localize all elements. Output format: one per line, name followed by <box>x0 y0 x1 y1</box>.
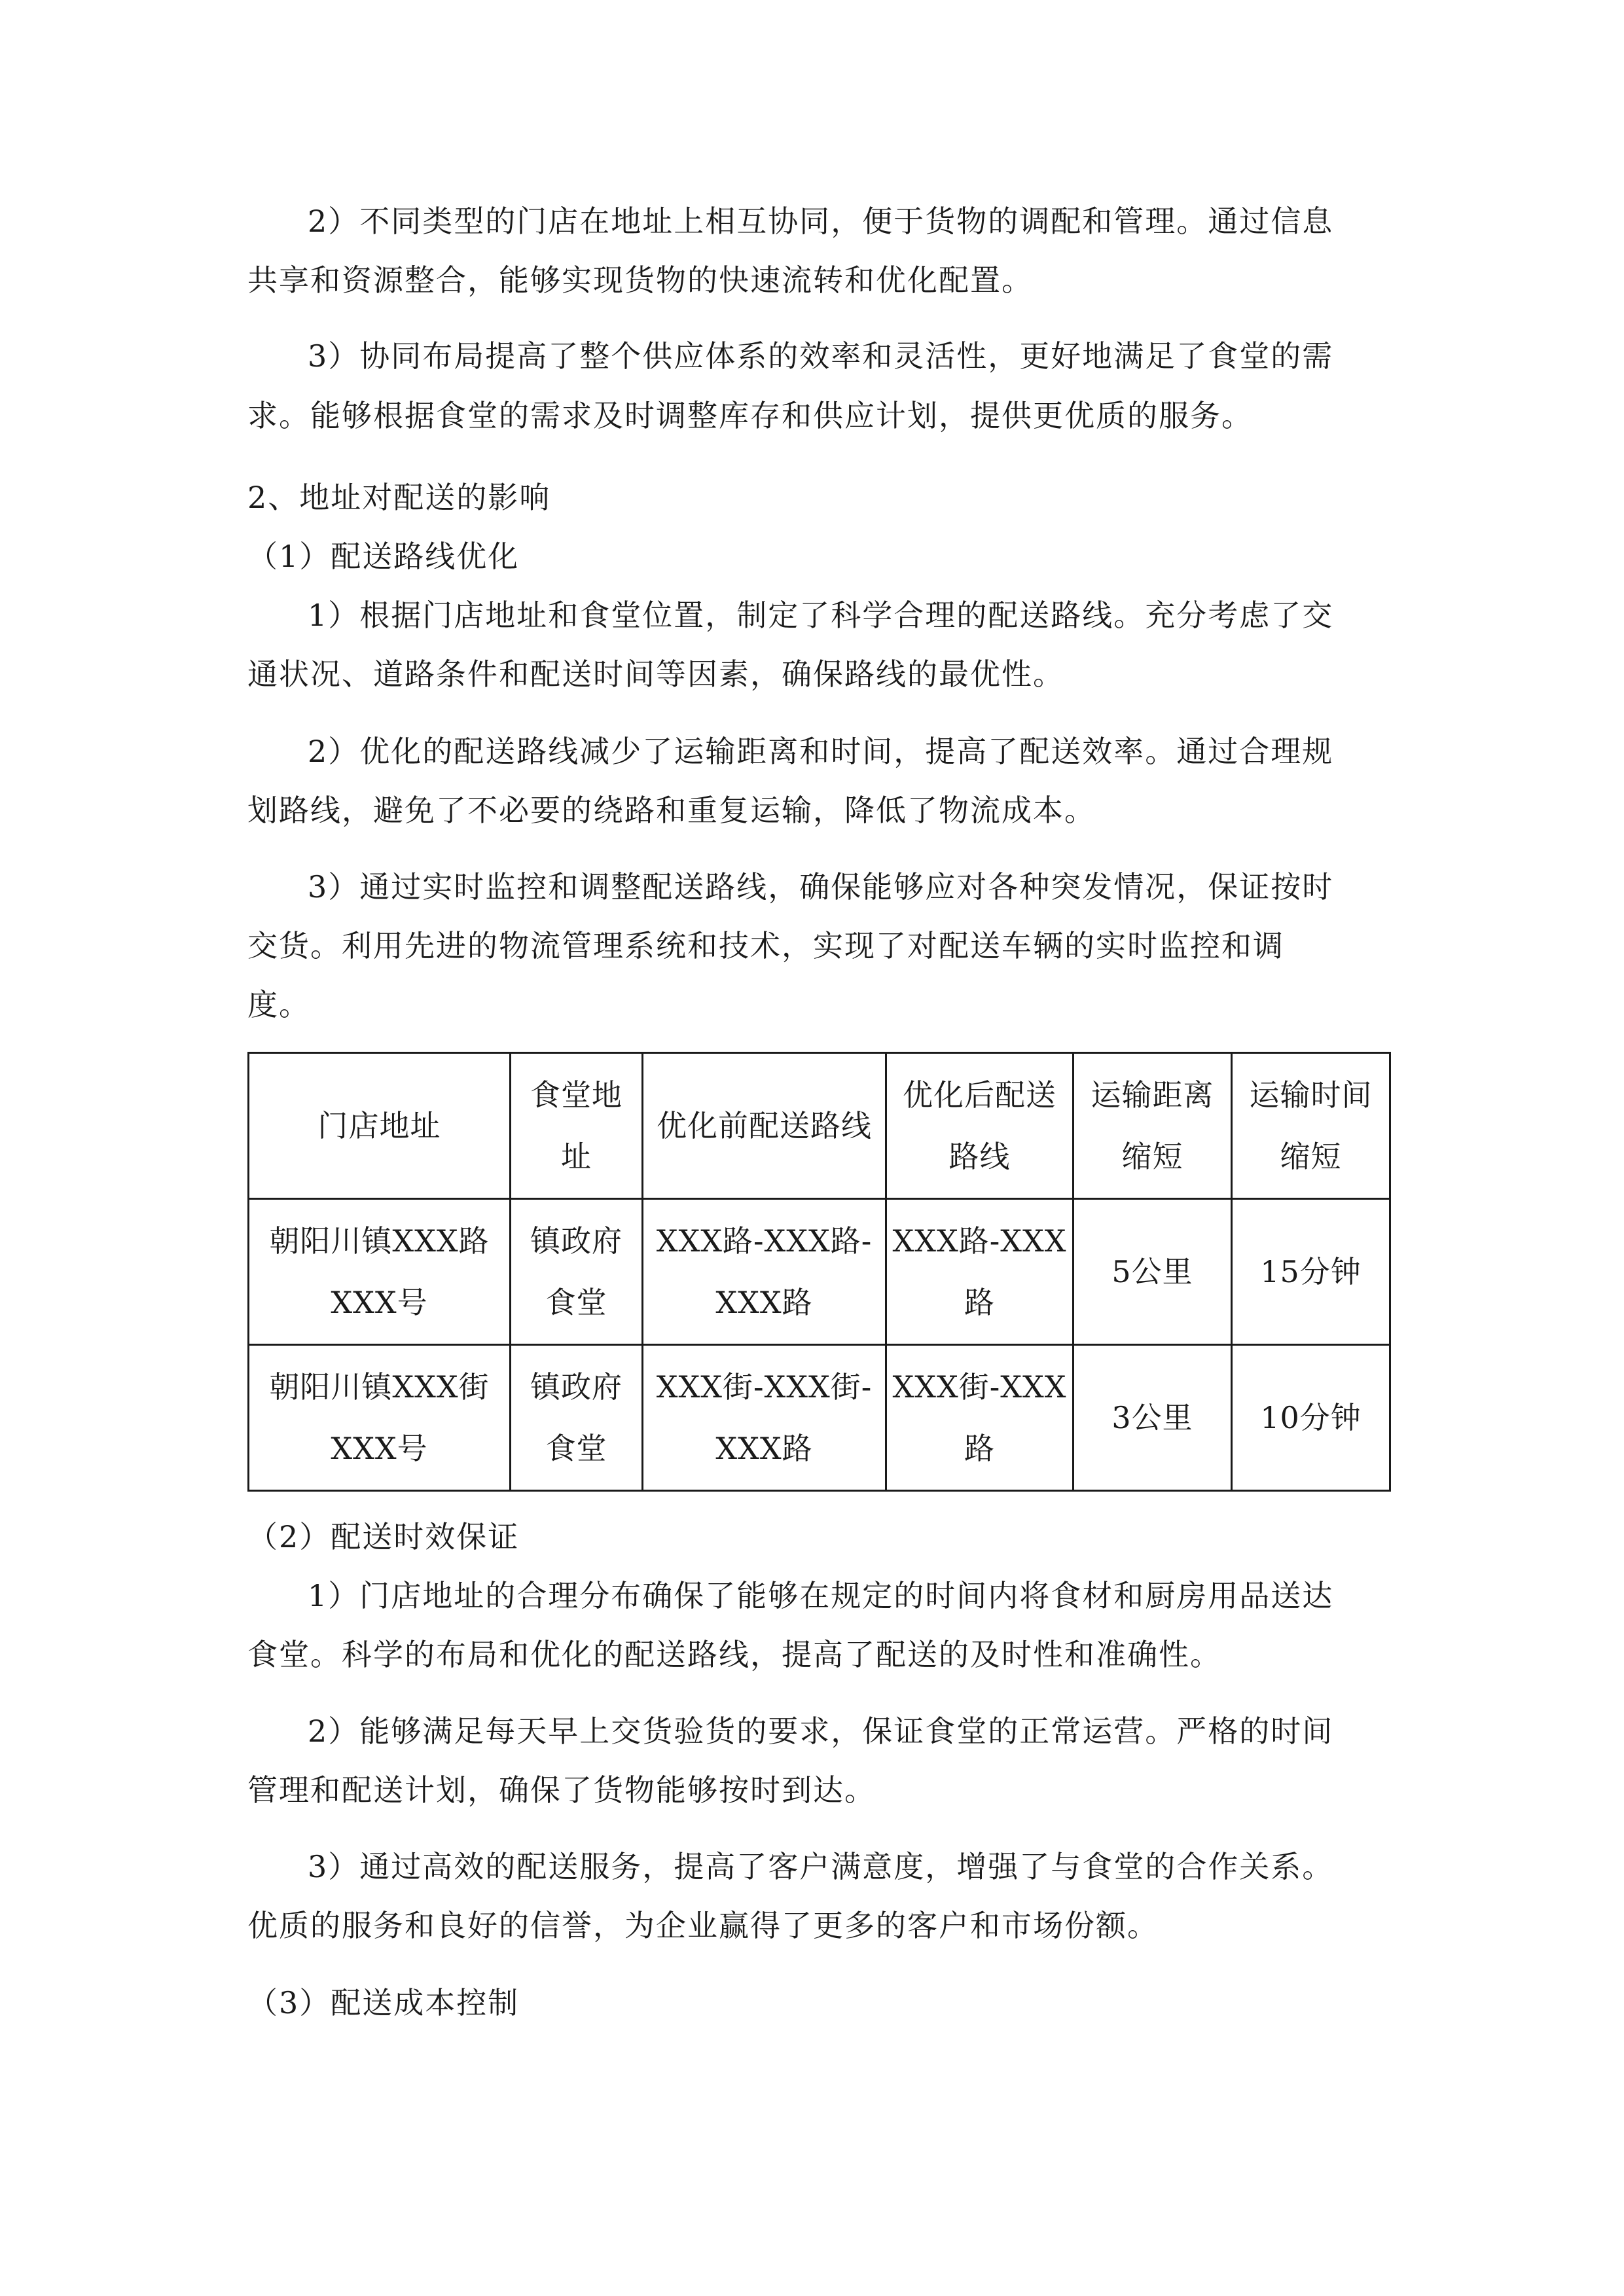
table-header-row <box>249 1053 1390 1199</box>
table-cell: XXX路-XXX 路 <box>886 1199 1074 1345</box>
table-cell: 15分钟 <box>1232 1199 1390 1345</box>
subsection-heading: （1）配送路线优化 <box>247 539 520 574</box>
section-heading: 2、地址对配送的影响 <box>247 480 551 515</box>
table-cell: 朝阳川镇XXX街 XXX号 <box>249 1345 511 1491</box>
paragraph-line: 2）能够满足每天早上交货验货的要求，保证食堂的正常运营。严格的时间 <box>308 1713 1334 1749</box>
header-cell: 运输距离 缩短 <box>1074 1053 1232 1199</box>
table-cell: 10分钟 <box>1232 1345 1390 1491</box>
subsection-heading: （2）配送时效保证 <box>247 1519 520 1554</box>
paragraph-line: 度。 <box>247 987 310 1022</box>
paragraph-line: 2）优化的配送路线减少了运输距离和时间，提高了配送效率。通过合理规 <box>308 734 1334 769</box>
subsection-heading: （3）配送成本控制 <box>247 1985 520 2020</box>
paragraph-line: 3）通过高效的配送服务，提高了客户满意度，增强了与食堂的合作关系。 <box>308 1849 1334 1884</box>
table-cell: XXX街-XXX 路 <box>886 1345 1074 1491</box>
paragraph-line: 2）不同类型的门店在地址上相互协同，便于货物的调配和管理。通过信息 <box>308 204 1334 239</box>
table-cell: 镇政府 食堂 <box>511 1199 643 1345</box>
header-cell: 运输时间 缩短 <box>1232 1053 1390 1199</box>
paragraph-line: 共享和资源整合，能够实现货物的快速流转和优化配置。 <box>247 262 1033 298</box>
delivery-route-table <box>247 1052 1391 1492</box>
paragraph-line: 1）根据门店地址和食堂位置，制定了科学合理的配送路线。充分考虑了交 <box>308 598 1334 633</box>
paragraph-line: 食堂。科学的布局和优化的配送路线，提高了配送的及时性和准确性。 <box>247 1637 1221 1672</box>
table-cell: 朝阳川镇XXX路 XXX号 <box>249 1199 511 1345</box>
table-cell: 3公里 <box>1074 1345 1232 1491</box>
paragraph-line: 划路线，避免了不必要的绕路和重复运输，降低了物流成本。 <box>247 793 1096 828</box>
paragraph-line: 1）门店地址的合理分布确保了能够在规定的时间内将食材和厨房用品送达 <box>308 1578 1334 1613</box>
header-cell: 优化后配送 路线 <box>886 1053 1074 1199</box>
paragraph-line: 通状况、道路条件和配送时间等因素，确保路线的最优性。 <box>247 656 1064 692</box>
paragraph-line: 优质的服务和良好的信誉，为企业赢得了更多的客户和市场份额。 <box>247 1908 1159 1943</box>
paragraph-line: 3）通过实时监控和调整配送路线，确保能够应对各种突发情况，保证按时 <box>308 869 1334 905</box>
header-cell: 门店地址 <box>249 1053 511 1199</box>
paragraph-line: 交货。利用先进的物流管理系统和技术，实现了对配送车辆的实时监控和调 <box>247 928 1284 963</box>
header-cell: 优化前配送路线 <box>643 1053 886 1199</box>
table-row <box>249 1345 1390 1491</box>
table-cell: XXX路-XXX路- XXX路 <box>643 1199 886 1345</box>
table-row <box>249 1199 1390 1345</box>
table-cell: 5公里 <box>1074 1199 1232 1345</box>
paragraph-line: 管理和配送计划，确保了货物能够按时到达。 <box>247 1772 876 1808</box>
table-cell: XXX街-XXX街- XXX路 <box>643 1345 886 1491</box>
table-cell: 镇政府 食堂 <box>511 1345 643 1491</box>
paragraph-line: 3）协同布局提高了整个供应体系的效率和灵活性，更好地满足了食堂的需 <box>308 338 1334 374</box>
header-cell: 食堂地 址 <box>511 1053 643 1199</box>
paragraph-line: 求。能够根据食堂的需求及时调整库存和供应计划，提供更优质的服务。 <box>247 398 1253 433</box>
